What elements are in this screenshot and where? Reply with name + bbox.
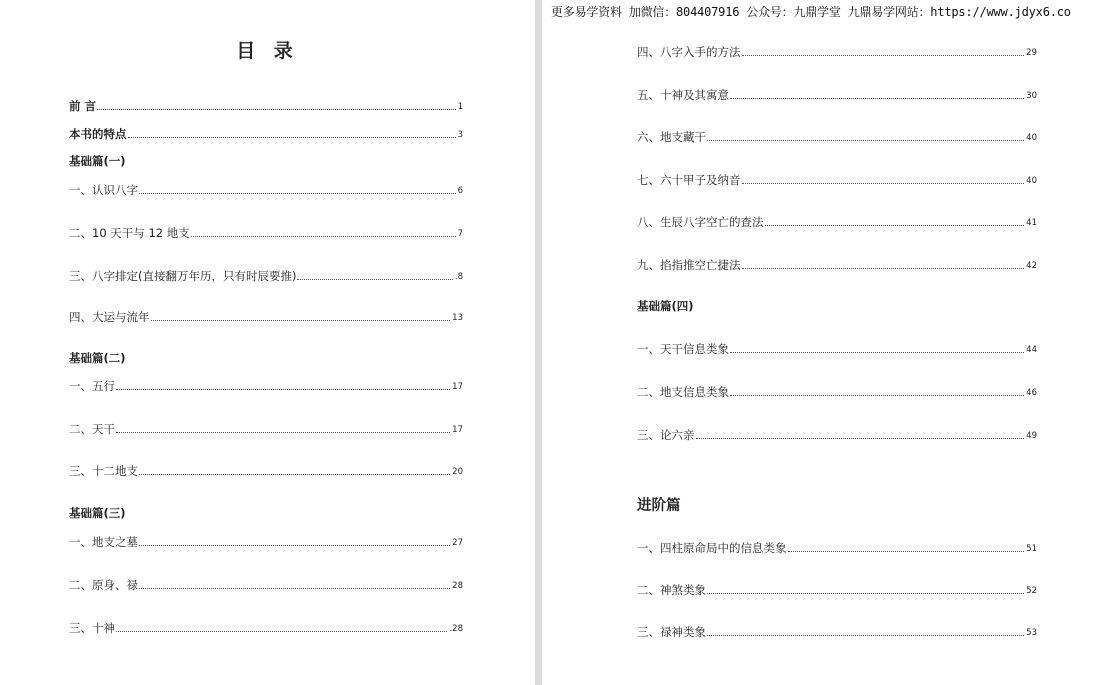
page-gap: [535, 0, 542, 685]
toc-entry-page: 30: [1026, 91, 1037, 101]
toc-entry-text: 四、大运与流年: [69, 310, 150, 324]
right-document-page: [542, 0, 1096, 685]
toc-entry[interactable]: [637, 383, 1037, 399]
toc-entry-page: 17: [452, 382, 463, 392]
toc-entry[interactable]: [637, 128, 1037, 144]
toc-entry-page: 52: [1026, 586, 1037, 596]
toc-entry-text: 二、神煞类象: [637, 583, 706, 597]
dot-leader: [730, 98, 1024, 99]
toc-entry[interactable]: [637, 213, 1037, 229]
toc-entry[interactable]: [69, 224, 463, 240]
toc-entry[interactable]: [637, 340, 1037, 356]
toc-entry[interactable]: [637, 43, 1037, 59]
section-heading-basics-4: 基础篇(四): [637, 299, 694, 313]
section-heading-basics-2: 基础篇(二): [69, 351, 126, 365]
toc-entry-text: 本书的特点: [69, 127, 127, 141]
toc-entry[interactable]: [637, 86, 1037, 102]
toc-entry-text: 二、天干: [69, 422, 115, 436]
toc-entry[interactable]: [637, 581, 1037, 597]
toc-entry[interactable]: [69, 377, 463, 393]
dot-leader: [191, 236, 456, 237]
dot-leader: [707, 593, 1024, 594]
toc-entry-page: 42: [1026, 261, 1037, 271]
toc-entry-page: 6: [457, 186, 463, 196]
dot-leader: [696, 438, 1025, 439]
toc-entry[interactable]: [637, 256, 1037, 272]
dot-leader: [765, 225, 1025, 226]
toc-entry[interactable]: [69, 576, 463, 592]
toc-entry[interactable]: [69, 308, 463, 324]
toc-entry-page: 46: [1026, 388, 1037, 398]
toc-entry[interactable]: [637, 539, 1037, 555]
toc-entry-text: 二、地支信息类象: [637, 385, 729, 399]
toc-entry[interactable]: [69, 181, 463, 197]
toc-entry-text: 三、八字排定(直接翻万年历，只有时辰要推): [69, 269, 297, 283]
toc-entry[interactable]: [69, 533, 463, 549]
toc-entry-text: 五、十神及其寓意: [637, 88, 729, 102]
toc-entry-page: 3: [457, 130, 463, 140]
toc-entry-text: 一、认识八字: [69, 183, 138, 197]
toc-entry-page: 27: [452, 538, 463, 548]
toc-entry-page: .8: [454, 272, 463, 282]
dot-leader: [707, 140, 1024, 141]
toc-entry-text: 三、论六亲: [637, 428, 695, 442]
section-heading-advanced: 进阶篇: [637, 498, 681, 514]
toc-entry-text: 七、六十甲子及纳音: [637, 173, 741, 187]
toc-entry-text: 四、八字入手的方法: [637, 45, 741, 59]
dot-leader: [128, 137, 456, 138]
toc-entry-text: 一、地支之墓: [69, 535, 138, 549]
toc-entry-page: 29: [1026, 48, 1037, 58]
dot-leader: [139, 193, 456, 194]
toc-entry[interactable]: [637, 426, 1037, 442]
section-heading-basics-1: 基础篇(一): [69, 154, 126, 168]
toc-entry-page: 28: [452, 581, 463, 591]
dot-leader: [742, 55, 1025, 56]
toc-entry[interactable]: [69, 462, 463, 478]
toc-entry-page: 7: [457, 229, 463, 239]
section-heading-basics-3: 基础篇(三): [69, 506, 126, 520]
toc-entry-text: 二、10 天干与 12 地支: [69, 226, 190, 240]
dot-leader: [97, 109, 456, 110]
dot-leader: [742, 183, 1025, 184]
toc-entry-text: 二、原身、禄: [69, 578, 138, 592]
dot-leader: [730, 395, 1024, 396]
toc-entry-features[interactable]: [69, 125, 463, 141]
toc-entry-page: 13: [452, 313, 463, 323]
dot-leader: [139, 545, 450, 546]
dot-leader: [788, 551, 1025, 552]
toc-entry[interactable]: [69, 420, 463, 436]
toc-entry[interactable]: [69, 267, 463, 283]
toc-entry-text: 八、生辰八字空亡的查法: [637, 215, 764, 229]
dot-leader: [730, 352, 1024, 353]
dot-leader: [116, 432, 450, 433]
toc-entry-page: 49: [1026, 431, 1037, 441]
toc-entry-text: 六、地支藏干: [637, 130, 706, 144]
toc-entry-page: 51: [1026, 544, 1037, 554]
toc-entry-page: 40: [1026, 176, 1037, 186]
watermark-banner: 更多易学资料 加微信：804407916 公众号：九鼎学堂 九鼎易学网站：https://www.jdyx6.co: [551, 5, 1071, 19]
toc-entry-text: 三、十神: [69, 621, 115, 635]
dot-leader: [139, 474, 450, 475]
toc-entry-text: 三、禄神类象: [637, 625, 706, 639]
toc-entry-preface[interactable]: [69, 97, 463, 113]
toc-entry-page: 17: [452, 425, 463, 435]
toc-entry-text: 前 言: [69, 99, 97, 113]
toc-entry-page: .28: [449, 624, 463, 634]
dot-leader: [116, 631, 447, 632]
toc-entry-page: 40: [1026, 133, 1037, 143]
dot-leader: [297, 279, 452, 280]
toc-entry-text: 一、天干信息类象: [637, 342, 729, 356]
toc-entry-page: 1: [457, 102, 463, 112]
dot-leader: [707, 635, 1024, 636]
toc-title: 目 录: [236, 40, 299, 62]
toc-entry[interactable]: [637, 623, 1037, 639]
toc-entry-page: 20: [452, 467, 463, 477]
toc-entry-text: 一、四柱原命局中的信息类象: [637, 541, 787, 555]
toc-entry-text: 一、五行: [69, 379, 115, 393]
dot-leader: [742, 268, 1025, 269]
toc-entry-page: 44: [1026, 345, 1037, 355]
left-document-page: [0, 0, 535, 685]
toc-entry-page: 41: [1026, 218, 1037, 228]
dot-leader: [116, 389, 450, 390]
toc-entry-text: 九、掐指推空亡捷法: [637, 258, 741, 272]
toc-entry[interactable]: [637, 171, 1037, 187]
toc-entry-text: 三、十二地支: [69, 464, 138, 478]
dot-leader: [139, 588, 450, 589]
dot-leader: [151, 320, 451, 321]
toc-entry[interactable]: [69, 619, 463, 635]
toc-entry-page: 53: [1026, 628, 1037, 638]
